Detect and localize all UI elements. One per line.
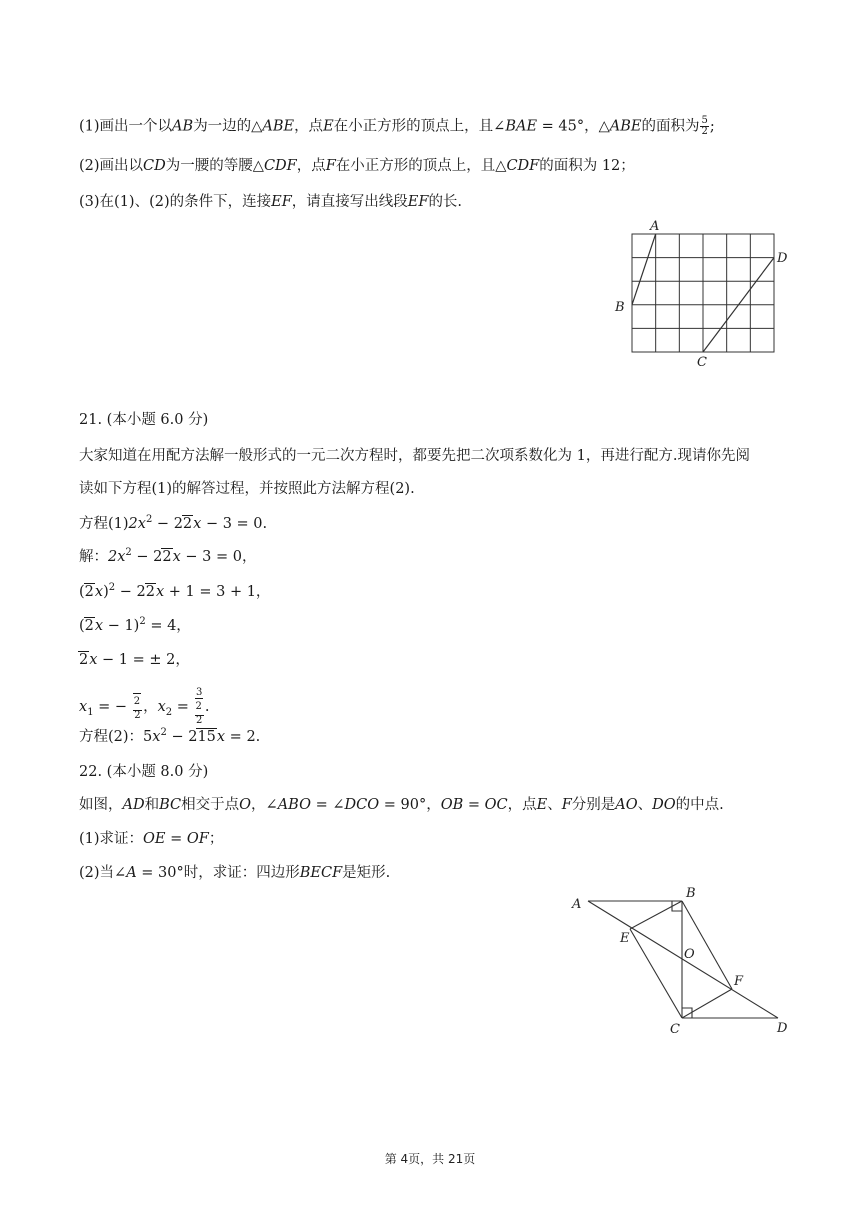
grid-label-c: C — [697, 355, 707, 370]
fig-label-d: D — [777, 1021, 788, 1036]
q20-part2: (2)画出以CD为一腰的等腰△CDF，点F在小正方形的顶点上，且△CDF的面积为 12； — [79, 158, 635, 174]
q21-intro-line2: 读如下方程(1)的解答过程，并按照此方法解方程(2). — [79, 481, 415, 497]
q21-equation2: 方程(2)：$5x^2 - 215x = 2$. — [79, 727, 261, 745]
fig-label-f: F — [734, 974, 744, 989]
grid-label-d: D — [777, 251, 788, 266]
grid-label-b: B — [615, 300, 625, 315]
q22-part2: (2)当∠A = 30°时，求证：四边形BECF是矩形. — [79, 865, 391, 881]
fig-label-o: O — [684, 947, 695, 962]
q22-intro: 如图，AD和BC相交于点O，∠ABO = ∠DCO = 90°，OB = OC，点E、F分别是AO、DO的中点. — [79, 797, 724, 813]
grid-figure — [608, 216, 798, 372]
fig-label-c: C — [670, 1022, 680, 1037]
q21-solution-step3: $(2x - 1)^2 = 4$， — [79, 616, 191, 634]
fraction-five-halves: $\frac{5}{2}$ — [701, 115, 708, 137]
q22-part1: (1)求证：OE = OF； — [79, 831, 224, 847]
q21-solution-roots: $x_1$ = − $\frac{2}{2}$ ，$x_2$ = 3 2 2 . — [79, 687, 210, 726]
q21-intro-line1: 大家知道在用配方法解一般形式的一元二次方程时，都要先把二次项系数化为 1，再进行配方.现请你先阅 — [79, 448, 750, 464]
page-footer: 第 4页，共 21页 — [384, 1152, 476, 1166]
fig-label-b: B — [686, 886, 696, 901]
q21-equation1: 方程$(1)2x^2 - 22x - 3 = 0$. — [79, 514, 268, 532]
q21-solution-step1: 解：$2x^2 - 22x - 3 = 0$， — [79, 547, 257, 565]
grid-label-a: A — [650, 219, 660, 234]
q21-solution-step2: $(2x)^2 - 22x + 1 = 3 + 1$， — [79, 582, 271, 600]
q20-part3: (3)在(1)、(2)的条件下，连接EF，请直接写出线段EF的长. — [79, 194, 463, 210]
fig-label-e: E — [620, 931, 630, 946]
fig-label-a: A — [572, 897, 582, 912]
q20-part1: (1)画出一个以AB为一边的△ABE，点E在小正方形的顶点上，且∠BAE = 45°，△ABE的面积为 $\frac{5}{2}$ ; — [79, 115, 715, 137]
geometry-figure — [560, 884, 800, 1040]
q21-solution-step4: 2x − 1 = ± 2， — [79, 652, 190, 668]
q21-header: 21. (本小题 6.0 分) — [79, 412, 209, 428]
q22-header: 22. (本小题 8.0 分) — [79, 764, 209, 780]
